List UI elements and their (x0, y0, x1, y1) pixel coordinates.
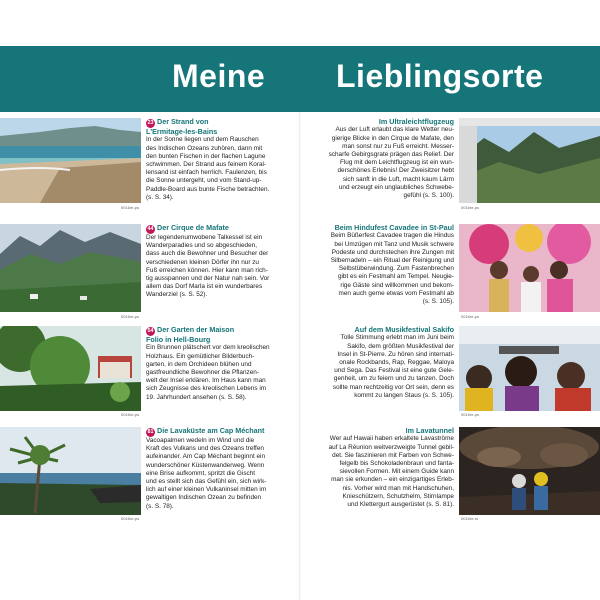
body-line: auf La Réunion weitverzweigte Tunnel gebil- (328, 443, 454, 451)
body-line: Selbstüberwindung. Zum Fastenbrechen (338, 265, 454, 273)
body-line: Wanderparadies und so abgeschieden, (146, 242, 257, 250)
body-line: garten, in dem Orchideen blühen und (146, 360, 252, 368)
body-line: dass auch die Bewohner und Besucher der (146, 250, 269, 258)
body-line: (s. S. 105). (422, 298, 454, 306)
photo-credit: 0016re-ps (121, 516, 140, 521)
location-number-badge: 54 (147, 328, 154, 334)
body-line: kommt zu langen Staus (s. S. 105). (354, 391, 454, 399)
body-line: tig ausspannen und der Natur nah sein. Vor (146, 275, 270, 283)
body-line: den bunten Fischen in der flachen Lagune (146, 152, 266, 160)
body-line: felgelb bis Schokoladenbraun und fanta- (339, 460, 454, 468)
body-line: Kraft des Vulkans und des Ozeans treffen (146, 445, 264, 453)
entry-lava-coast (146, 427, 296, 511)
ultralight-photo (459, 118, 600, 203)
entry-title: Im Ultraleichtflugzeug (378, 117, 454, 126)
body-line: Aus der Luft erlaubt das klare Wetter neu- (335, 126, 454, 134)
lava-coast-photo (0, 427, 141, 515)
body-line: verschiedenen kleinen Dörfer ihn nur zu (146, 258, 259, 266)
body-line: sich Zeugnisse des kreolischen Lebens im (146, 385, 267, 393)
body-line: Paddle-Board aus bunte Fische betrachten. (146, 185, 270, 193)
body-line: Silbernadeln – ein Ritual der Reinigung und (330, 257, 454, 265)
entry-title-line: Folio in Hell-Bourg (146, 335, 211, 344)
body-line: und Sega. Das Festival ist eine gute Gele- (334, 367, 454, 375)
body-line: men auch gerne etwas vom Festmahl ab (338, 289, 454, 297)
body-line: aufeinander. Am Cap Méchant beginnt ein (146, 453, 266, 461)
body-line: man sonst nur zu Fuß erreicht. Messer- (342, 142, 454, 150)
body-line: man sie erkunden – ein einzigartiges Erleb- (331, 476, 454, 484)
body-line: und erzeugt ein unglaubliches Schwebe- (338, 183, 454, 191)
cavadee-photo (459, 224, 600, 312)
entry-title (146, 118, 296, 136)
body-line: allem das Dorf Marla ist ein wunderbares (146, 283, 263, 291)
body-line: det. Sie faszinieren mit Farben von Schwe- (332, 451, 454, 459)
body-line: gefühl (s. S. 100). (403, 192, 454, 200)
photo-credit: 0016re-rs (461, 516, 479, 521)
body-line: sollte man rechtzeitig vor Ort sein, denn es (332, 383, 454, 391)
entry-title-line: Der Strand von (157, 117, 209, 126)
body-line: onale Rockbands, Rap, Reggae, Maloya (339, 359, 454, 367)
body-line: Vacoapalmen wedeln im Wind und die (146, 437, 255, 444)
body-line: 19. Jahrhundert ansehen (s. S. 58). (146, 393, 247, 401)
photo-credit: 0016re-ps (121, 314, 140, 319)
body-line: scharfe Gebirgsgrate prägen das Relief. Der (328, 151, 454, 159)
entry-sakifo (304, 326, 454, 400)
location-number-badge: 23 (147, 120, 154, 126)
body-line: eine Brise aufkommt, spritzt die Gischt (146, 469, 256, 477)
body-line: Sakifo, dem größten Musikfestival der (347, 342, 454, 350)
body-line: sievollen Formen. Mit einem Guide kann (339, 468, 454, 476)
location-number-badge: 81 (147, 429, 154, 435)
sakifo-photo (459, 326, 600, 411)
body-line: derschönes Erlebnis! Der Zweisitzer hebt (337, 167, 454, 175)
body-line: rige Gäste sind willkommen und bekom- (340, 281, 454, 289)
lava-tunnel-photo (459, 427, 600, 515)
entry-lava-tunnel (304, 427, 454, 509)
entry-title-line: Der Cirque de Mafate (157, 223, 229, 232)
entry-title: Im Lavatunnel (405, 426, 454, 435)
body-line: lensand ist einfach herrlich. Faulenzen, bis (146, 169, 267, 177)
entry-garden (146, 326, 296, 402)
body-line: (s. S. 34). (146, 193, 174, 201)
body-line: gastfreundliche Bewohner die Pflanzen- (146, 369, 259, 377)
photo-credit: 0016re-ps (461, 314, 480, 319)
entry-title: Auf dem Musikfestival Sakifo (354, 325, 454, 334)
entry-title-line: Der Garten der Maison (157, 325, 235, 334)
entry-title (146, 224, 296, 234)
body-line: die Sonne untergeht, und vom Stand-up- (146, 177, 262, 185)
entry-title-line: Die Lavaküste am Cap Méchant (157, 426, 265, 435)
body-line: und es stellt sich das Gefühl ein, sich wirk- (146, 478, 267, 486)
entry-beach (146, 118, 296, 202)
entry-title-line: L'Ermitage-les-Bains (146, 127, 218, 136)
body-line: und Klettergurt ausgerüstet (s. S. 81). (347, 501, 454, 509)
body-line: Wanderziel (s. S. 52). (146, 291, 208, 299)
body-line: In der Sonne liegen und dem Rauschen (146, 136, 259, 144)
body-line: sich sanft in die Luft, macht kaum Lärm (342, 175, 454, 183)
body-line: Flug mit dem Leichtflugzeug ist ein wun- (339, 159, 454, 167)
body-line: wunderschöner Küstenwanderweg. Wenn (146, 461, 265, 469)
body-line: Knieschützern, Schutzhelm, Stirnlampe (342, 492, 454, 500)
page-title-right: Lieblingsorte (336, 58, 544, 94)
body-line: gibt es ein Festmahl am Tempel. Neugie- (337, 273, 454, 281)
entry-mafate (146, 224, 296, 300)
body-line: Der legendenumwobene Talkessel ist ein (146, 234, 263, 241)
body-line: Beim Büßerfest Cavadee tragen die Hindus (330, 232, 454, 240)
page-title-left: Meine (172, 58, 266, 94)
photo-credit: 0016re-ps (121, 412, 140, 417)
body-line: gewaltigen Indischen Ozean zu befinden (146, 494, 262, 502)
photo-credit: 0016re-ps (121, 205, 140, 210)
body-line: schwimmen. Der Strand aus feinem Koral- (146, 161, 267, 169)
body-line: bei Umzügen mit Tanz und Musik schwere (334, 240, 454, 248)
entry-title: Beim Hindufest Cavadee in St-Paul (334, 223, 454, 232)
body-line: des Indischen Ozeans zuhören, dann mit (146, 144, 263, 152)
entry-ultralight (304, 118, 454, 200)
body-line: Holzhaus. Ein gemütlicher Bilderbuch- (146, 352, 255, 360)
page-gutter (299, 112, 301, 600)
body-line: gierige Blicke in den Cirque de Mafate, den (331, 134, 454, 142)
beach-photo (0, 118, 141, 203)
garden-photo (0, 326, 141, 411)
entry-cavadee (304, 224, 454, 306)
body-line: lich auf einer kleinen Vulkaninsel mitten im (146, 486, 267, 494)
entry-title (146, 326, 296, 344)
body-line: nis. Vorher wird man mit Handschuhen, (342, 484, 454, 492)
body-line: Insel in St-Pierre. Zu hören sind internati- (337, 350, 454, 358)
mafate-photo (0, 224, 141, 312)
body-line: genheit, um zu feiern und zu tanzen. Doch (333, 375, 454, 383)
entry-title (146, 427, 296, 437)
location-number-badge: 44 (147, 226, 154, 232)
body-line: Tolle Stimmung erlebt man im Juni beim (340, 334, 454, 342)
body-line: Podeste und durchstechen ihre Zungen mit (331, 248, 454, 256)
body-line: welt der Insel erklären. Im Haus kann man (146, 377, 266, 385)
body-line: Ein Brunnen plätschert vor dem kreolischen (146, 344, 270, 352)
body-line: (s. S. 78). (146, 502, 174, 510)
photo-credit: 0016re-ps (461, 412, 480, 417)
body-line: Wer auf Hawaii haben erkaltete Lavaströme (329, 435, 454, 443)
photo-credit: 0016re-ps (461, 205, 480, 210)
body-line: Fuß erreichen können. Hier kann man rich- (146, 266, 268, 274)
